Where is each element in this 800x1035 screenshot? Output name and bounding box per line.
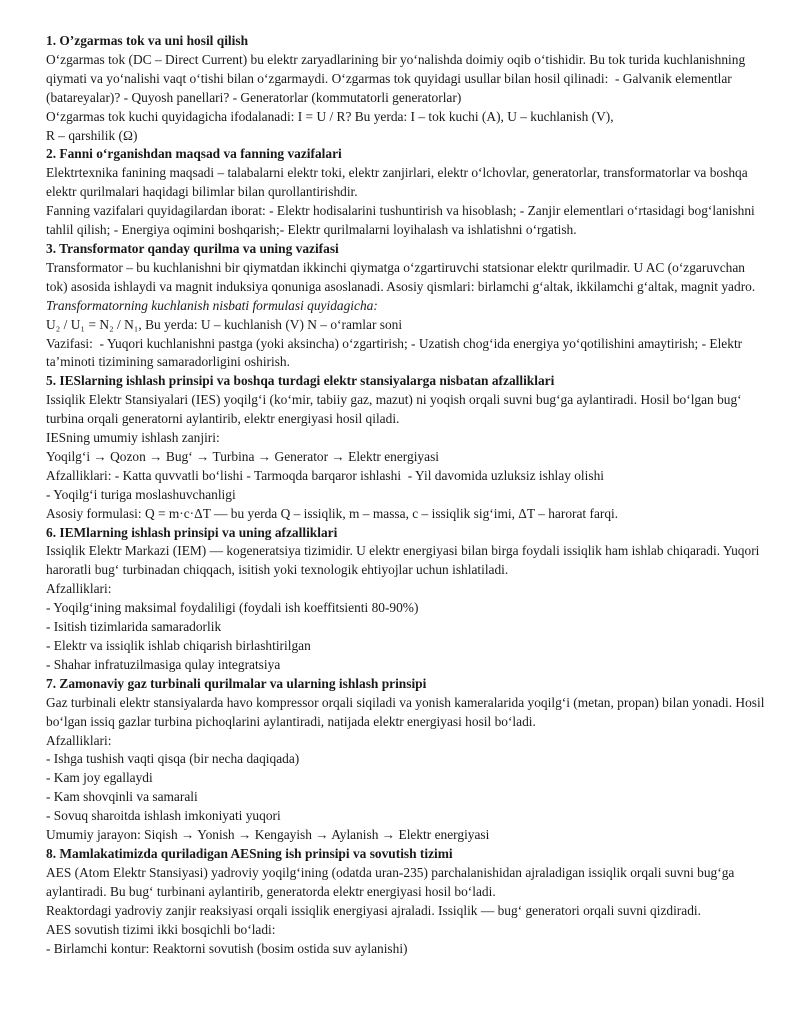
paragraph: Afzalliklari: [46,581,112,597]
paragraph: R – qarshilik (Ω) [46,127,138,143]
section-heading: 8. Mamlakatimizda quriladigan AESning ish prinsipi va sovutish tizimi [46,845,453,861]
section-heading: 1. O’zgarmas tok va uni hosil qilish [46,33,249,48]
paragraph: - Yoqilg‘ining maksimal foydaliligi (foydali ish koeffitsienti 80-90%) [46,600,419,616]
paragraph: Afzalliklari: [46,732,112,748]
paragraph: Fanning vazifalari quyidagilardan iborat: - Elektr hodisalarini tushuntirish va hisoblash; - Zanjir elementlari o‘rtasidagi bog‘lanishni tahlil qilish; - Energiya oqimini boshqarish;- Elektr qurilmalarni loyihalash va ishlatishni o‘rgatish. [46,203,759,238]
paragraph: Yoqilg‘i → Qozon → Bug‘ → Turbina → Generator → Elektr energiyasi [46,448,440,464]
italic-paragraph: Transformatorning kuchlanish nisbati formulasi quyidagicha: [46,297,378,313]
paragraph: Issiqlik Elektr Markazi (IEM) — kogeneratsiya tizimidir. U elektr energiyasi bilan birga foydali issiqlik ham ishlab chiqaradi. Yuqori haroratli bug‘ turbinadan chiqqach, isitish yoki texnologik ehtiyojlar uchun ishlatiladi. [46,543,763,578]
section-heading: 3. Transformator qanday qurilma va uning vazifasi [46,240,339,256]
paragraph: Issiqlik Elektr Stansiyalari (IES) yoqilg‘i (ko‘mir, tabiiy gaz, mazut) ni yoqish orqali suvni bug‘ga aylantiradi. Hosil bo‘lgan bug‘ turbina orqali generatorni aylantirib, elektr energiyasi hosil qiladi. [46,392,745,427]
paragraph: - Yoqilg‘i turiga moslashuvchanligi [46,486,236,502]
section-heading: 7. Zamonaviy gaz turbinali qurilmalar va ularning ishlash prinsipi [46,675,427,691]
paragraph: Umumiy jarayon: Siqish → Yonish → Kengayish → Aylanish → Elektr energiyasi [46,827,490,843]
paragraph: - Isitish tizimlarida samaradorlik [46,619,222,635]
section-heading: 5. IESlarning ishlash prinsipi va boshqa turdagi elektr stansiyalarga nisbatan afzalliklari [46,373,555,389]
paragraph: - Shahar infratuzilmasiga qulay integratsiya [46,656,281,672]
paragraph: AES sovutish tizimi ikki bosqichli bo‘ladi: [46,921,276,937]
paragraph: - Kam shovqinli va samarali [46,789,198,805]
paragraph: Elektrtexnika fanining maqsadi – talabalarni elektr toki, elektr zanjirlari, elektr o‘lchovlar, generatorlar, transformatorlar va boshqa elektr qurilmalari haqidagi bilimlar bilan qurollantirishdir. [46,165,752,200]
paragraph: - Elektr va issiqlik ishlab chiqarish birlashtirilgan [46,638,311,653]
paragraph: Afzalliklari: - Katta quvvatli bo‘lishi - Tarmoqda barqaror ishlashi - Yil davomida uzluksiz ishlay olishi [46,467,604,483]
paragraph: Asosiy formulasi: Q = m·c·ΔT — bu yerda Q – issiqlik, m – massa, c – issiqlik sig‘imi, ΔT – harorat farqi. [46,505,619,521]
paragraph: Vazifasi: - Yuqori kuchlanishni pastga (yoki aksincha) o‘zgartirish; - Uzatish chog‘ida energiya yo‘qotilishini amaytirish; - Elektr ta’minoti tizimining samaradorligini oshirish. [46,335,746,370]
paragraph: Reaktordagi yadroviy zanjir reaksiyasi orqali issiqlik energiyasi ajraladi. Issiqlik — bug‘ generatori orqali suvni qizdiradi. [46,902,701,918]
paragraph: O‘zgarmas tok (DC – Direct Current) bu elektr zaryadlarining bir yo‘nalishda doimiy oqib o‘tishidir. Bu tok turida kuchlanishning qiymati va yo‘nalishi vaqt o‘tishi bilan o‘zgarmaydi. O‘zgarmas tok quyidagi usullar bilan hosil qilinadi: - Galvanik elementlar (batareyalar)? - Quyosh panellari? - Generatorlar (kommutatorli generatorlar) [46,51,749,105]
paragraph: Transformator – bu kuchlanishni bir qiymatdan ikkinchi qiymatga o‘zgartiruvchi statsionar elektr qurilmadir. U AC (o‘zgaruvchan tok) asosida ishlaydi va magnit induksiya qonuniga asoslanadi. Asosiy qismlari: birlamchi g‘altak, ikkilamchi g‘altak, magnit yadro. [46,259,756,294]
paragraph: Gaz turbinali elektr stansiyalarda havo kompressor orqali siqiladi va yonish kameralarida yoqilg‘i (metan, propan) bilan yonadi. Hosil bo‘lgan issiq gazlar turbina pichoqlarini aylantiradi, natijada elektr energiyasi hosil bo‘ladi. [46,694,768,729]
document-page [46,32,766,958]
paragraph: - Kam joy egallaydi [46,770,153,786]
section-heading: 6. IEMlarning ishlash prinsipi va uning afzalliklari [46,524,338,540]
paragraph: IESning umumiy ishlash zanjiri: [46,430,220,446]
paragraph: - Sovuq sharoitda ishlash imkoniyati yuqori [46,808,281,824]
paragraph: O‘zgarmas tok kuchi quyidagicha ifodalanadi: I = U / R? Bu yerda: I – tok kuchi (A), U – kuchlanish (V), [46,108,614,124]
paragraph: U₂ / U₁ = N₂ / N₁, Bu yerda: U – kuchlanish (V) N – o‘ramlar soni [46,316,403,332]
section-heading: 2. Fanni o‘rganishdan maqsad va fanning vazifalari [46,146,342,162]
paragraph: - Ishga tushish vaqti qisqa (bir necha daqiqada) [46,751,300,767]
paragraph: AES (Atom Elektr Stansiyasi) yadroviy yoqilg‘ining (odatda uran-235) parchalanishidan ajraladigan issiqlik orqali suvni bug‘ga aylantiradi. Bu bug‘ turbinani aylantirib, generatorda elektr energiyasi hosil bo‘ladi. [46,864,738,899]
paragraph: - Birlamchi kontur: Reaktorni sovutish (bosim ostida suv aylanishi) [46,940,408,956]
